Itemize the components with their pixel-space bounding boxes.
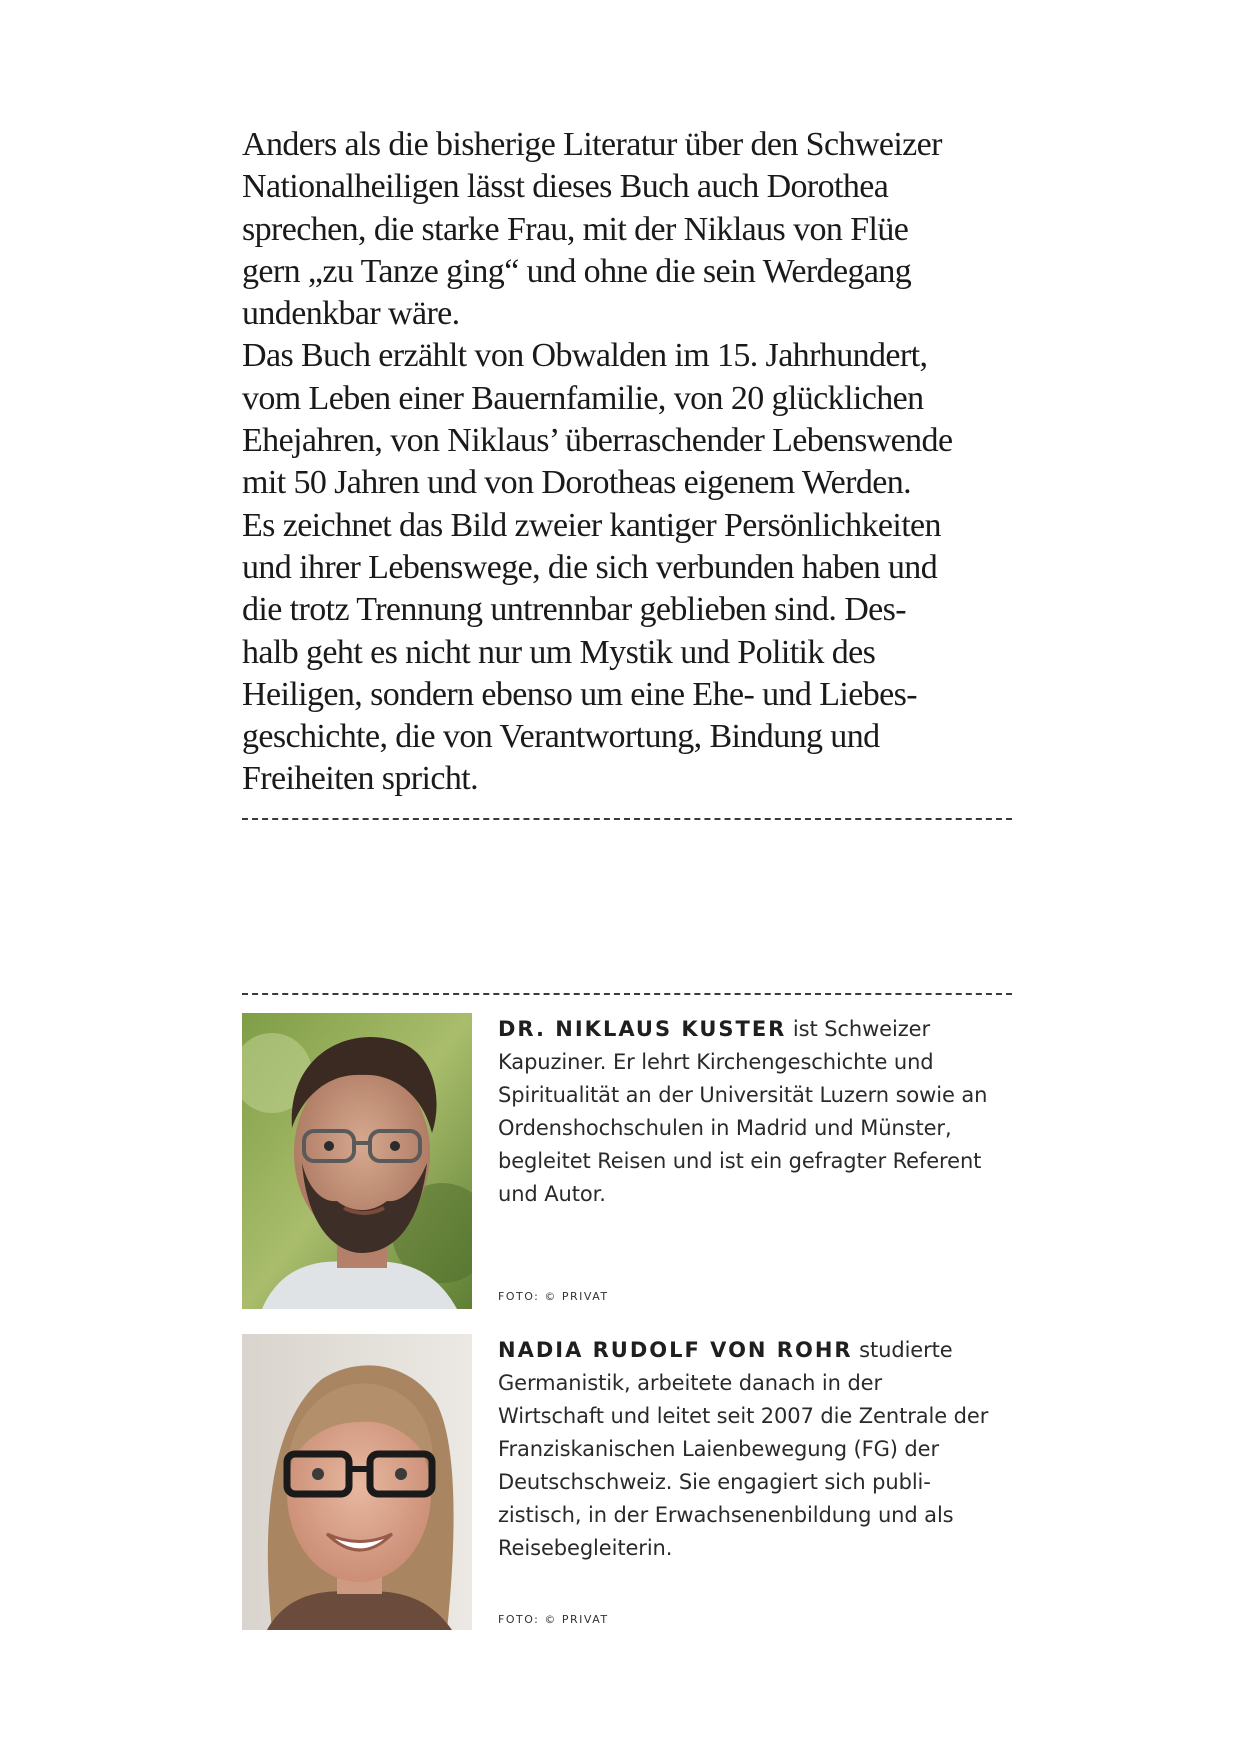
author-card-kuster: [242, 1013, 1062, 1313]
text-line: Freiheiten spricht.: [242, 760, 478, 798]
bio-line: Deutschschweiz. Sie engagiert sich publi-: [498, 1470, 931, 1494]
text-line: Es zeichnet das Bild zweier kantiger Persönlichkeiten: [242, 506, 941, 544]
bio-line: und Autor.: [498, 1182, 606, 1206]
bio-line: Ordenshochschulen in Madrid und Münster,: [498, 1116, 952, 1140]
author-photo: [242, 1013, 472, 1309]
paragraph-3: [242, 505, 1042, 801]
text-line: undenkbar wäre.: [242, 295, 460, 333]
bio-line: Reisebegleiterin.: [498, 1536, 673, 1560]
author-portrait-image: [242, 1334, 472, 1630]
bio-line: Germanistik, arbeitete danach in der: [498, 1371, 883, 1395]
text-line: und ihrer Lebenswege, die sich verbunden haben und: [242, 548, 938, 586]
bio-line: Wirtschaft und leitet seit 2007 die Zentrale der: [498, 1404, 989, 1428]
text-line: gern „zu Tanze ging“ und ohne die sein Werdegang: [242, 252, 912, 290]
text-line: vom Leben einer Bauernfamilie, von 20 glücklichen: [242, 379, 924, 417]
author-photo: [242, 1334, 472, 1630]
text-line: Nationalheiligen lässt dieses Buch auch Dorothea: [242, 168, 889, 206]
text-line: Das Buch erzählt von Obwalden im 15. Jahrhundert,: [242, 337, 928, 375]
text-line: Anders als die bisherige Literatur über den Schweizer: [242, 126, 942, 163]
author-portrait-image: [242, 1013, 472, 1309]
paragraph-1: [242, 124, 1042, 335]
paragraph-2: [242, 335, 1042, 504]
text-line: Heiligen, sondern ebenso um eine Ehe- und Liebes-: [242, 675, 917, 713]
bio-line: Franziskanischen Laienbewegung (FG) der: [498, 1437, 939, 1461]
author-bio: [498, 1013, 1068, 1211]
text-line: Ehejahren, von Niklaus’ überraschender Lebenswende: [242, 422, 953, 460]
text-line: halb geht es nicht nur um Mystik und Politik des: [242, 633, 876, 671]
bio-first-line: [498, 1013, 1068, 1046]
bio-first-text: studierte: [852, 1338, 953, 1362]
author-bio: [498, 1334, 1068, 1565]
bio-first-text: ist Schweizer: [786, 1017, 930, 1041]
bio-line: begleitet Reisen und ist ein gefragter Referent: [498, 1149, 982, 1173]
bio-line: Kapuziner. Er lehrt Kirchengeschichte und: [498, 1050, 934, 1074]
text-line: mit 50 Jahren und von Dorotheas eigenem Werden.: [242, 464, 912, 502]
text-line: sprechen, die starke Frau, mit der Niklaus von Flüe: [242, 210, 909, 248]
dashed-divider: [242, 818, 1012, 820]
main-text: [242, 124, 1042, 801]
photo-credit: FOTO: © PRIVAT: [498, 1613, 609, 1626]
bio-line: zistisch, in der Erwachsenenbildung und als: [498, 1503, 954, 1527]
bio-first-line: [498, 1334, 1068, 1367]
photo-credit: FOTO: © PRIVAT: [498, 1290, 609, 1303]
author-name: NADIA RUDOLF VON ROHR: [498, 1338, 853, 1362]
dashed-divider: [242, 993, 1012, 995]
bio-line: Spiritualität an der Universität Luzern sowie an: [498, 1083, 988, 1107]
author-card-rudolf-von-rohr: [242, 1334, 1062, 1634]
text-line: geschichte, die von Verantwortung, Bindung und: [242, 718, 880, 756]
text-line: die trotz Trennung untrennbar geblieben sind. Des-: [242, 591, 907, 629]
author-name: DR. NIKLAUS KUSTER: [498, 1017, 787, 1041]
